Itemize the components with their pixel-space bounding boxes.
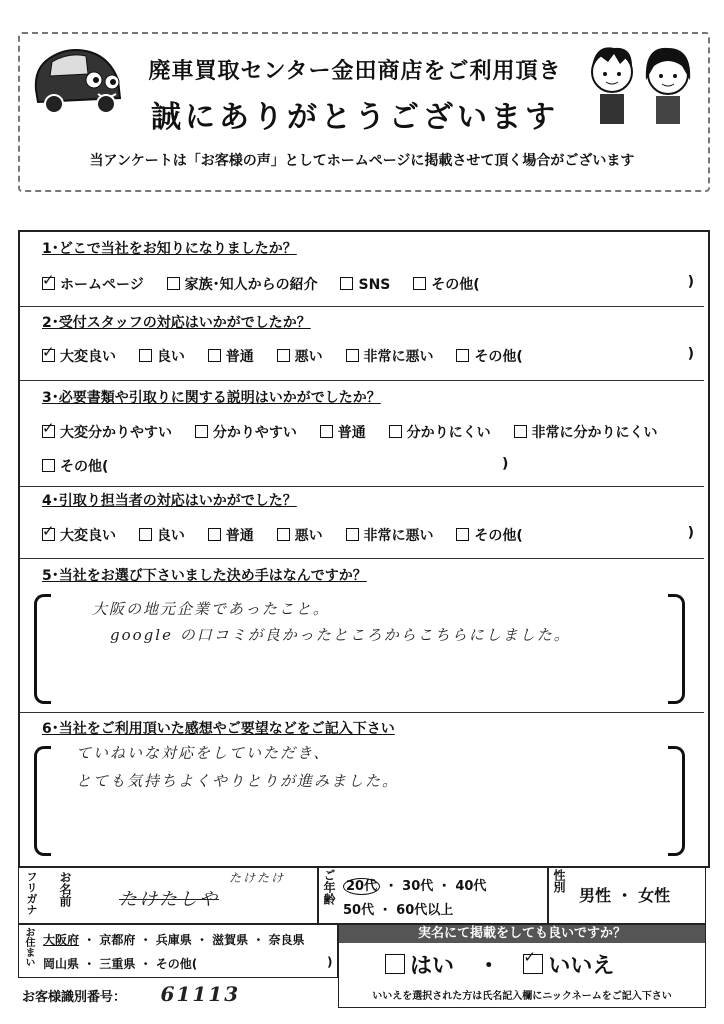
checkbox[interactable] — [208, 528, 221, 541]
q1-option-other[interactable]: その他( — [413, 274, 479, 294]
car-mascot-icon — [28, 40, 128, 115]
q1-option-homepage[interactable]: ✓ホームページ — [42, 274, 144, 294]
divider — [20, 712, 704, 713]
answer-bracket-left — [34, 594, 51, 704]
q2-option-very-good[interactable]: ✓大変良い — [42, 346, 116, 366]
checkbox[interactable] — [320, 425, 333, 438]
customer-id — [22, 982, 240, 1006]
customer-id-value[interactable]: 61113 — [160, 982, 241, 1006]
question-1-options — [42, 274, 712, 294]
checkbox[interactable] — [167, 277, 180, 290]
region-cell — [18, 924, 338, 978]
q5-answer-line2[interactable]: google の口コミが良かったところからこちらにしました。 — [110, 626, 571, 644]
region-kyoto[interactable]: 京都府 — [99, 933, 136, 947]
divider — [20, 380, 704, 381]
furigana-label: フリガナ — [25, 871, 38, 915]
children-illustration-icon — [582, 36, 700, 132]
q3-option-very-clear[interactable]: ✓大変分かりやすい — [42, 422, 172, 442]
checkbox[interactable] — [389, 425, 402, 438]
age-20s[interactable]: 20代 — [343, 878, 380, 895]
checkbox-checked[interactable] — [42, 528, 55, 541]
sex-options[interactable]: 男性 ・ 女性 — [579, 886, 671, 905]
answer-bracket-right — [668, 594, 685, 704]
region-nara[interactable]: 奈良県 — [268, 933, 305, 947]
q4-option-bad[interactable]: 悪い — [277, 525, 323, 545]
question-2: 2･受付スタッフの対応はいかがでしたか？ — [42, 315, 311, 331]
q2-option-good[interactable]: 良い — [139, 346, 185, 366]
publish-consent-cell — [338, 924, 706, 1008]
q4-option-other[interactable]: その他( — [456, 525, 522, 545]
age-50s[interactable]: 50代 — [343, 903, 375, 918]
checkbox[interactable] — [195, 425, 208, 438]
question-1: 1･どこで当社をお知りになりましたか？ — [42, 241, 297, 257]
answer-bracket-right — [668, 746, 685, 856]
region-close-paren: ) — [327, 955, 333, 969]
region-osaka[interactable]: 大阪府 — [43, 933, 80, 947]
question-4-options — [42, 525, 712, 545]
name-label: お名前 — [58, 871, 72, 907]
q4-option-normal[interactable]: 普通 — [208, 525, 254, 545]
q3-option-very-unclear[interactable]: 非常に分かりにくい — [514, 422, 658, 442]
checkbox-checked[interactable] — [42, 349, 55, 362]
q3-option-other[interactable]: その他( — [42, 456, 108, 476]
question-2-options — [42, 346, 712, 366]
checkbox[interactable] — [277, 349, 290, 362]
name-cell — [18, 866, 318, 924]
divider — [20, 558, 704, 559]
header-title-line1: 廃車買取センター金田商店をご利用頂き — [148, 59, 562, 84]
age-60s-plus[interactable]: 60代以上 — [396, 903, 454, 918]
checkbox[interactable] — [346, 349, 359, 362]
q6-answer-line1[interactable]: ていねいな対応をしていただき、 — [76, 744, 331, 762]
customer-id-label: お客様識別番号： — [22, 990, 127, 1005]
q5-answer-line1[interactable]: 大阪の地元企業であったこと。 — [92, 600, 330, 618]
region-okayama[interactable]: 岡山県 — [43, 957, 80, 971]
name-nickname[interactable]: たけたけ — [229, 871, 286, 885]
answer-bracket-left — [34, 746, 51, 856]
header-title-line2: 誠にありがとうございます — [151, 100, 559, 135]
age-40s[interactable]: 40代 — [455, 879, 487, 894]
checkbox-checked[interactable] — [523, 954, 543, 974]
publish-no-option[interactable]: ✓ いいえ — [523, 954, 614, 979]
question-5: 5･当社をお選び下さいました決め手はなんですか？ — [42, 568, 367, 584]
publish-choices — [385, 949, 614, 980]
checkbox-checked[interactable] — [42, 425, 55, 438]
q4-option-very-bad[interactable]: 非常に悪い — [346, 525, 434, 545]
checkbox[interactable] — [385, 954, 405, 974]
q3-option-unclear[interactable]: 分かりにくい — [389, 422, 491, 442]
q1-option-referral[interactable]: 家族･知人からの紹介 — [167, 274, 318, 294]
age-30s[interactable]: 30代 — [402, 879, 434, 894]
region-row2: 岡山県 ・ 三重県 ・ その他( ) — [43, 955, 333, 971]
question-3: 3･必要書類や引取りに関する説明はいかがでしたか？ — [42, 390, 381, 406]
checkbox[interactable] — [413, 277, 426, 290]
customer-info-table — [18, 866, 706, 1008]
divider — [20, 306, 704, 307]
checkbox[interactable] — [340, 277, 353, 290]
sex-label: 性別 — [552, 869, 566, 893]
q4-option-very-good[interactable]: ✓大変良い — [42, 525, 116, 545]
q6-answer-line2[interactable]: とても気持ちよくやりとりが進みました。 — [76, 772, 400, 790]
q2-option-very-bad[interactable]: 非常に悪い — [346, 346, 434, 366]
checkbox[interactable] — [456, 528, 469, 541]
region-row1: 大阪府 ・ 京都府 ・ 兵庫県 ・ 滋賀県 ・ 奈良県 — [43, 933, 305, 947]
age-row1: 20代 ・ 30代 ・ 40代 — [343, 875, 486, 894]
q4-option-good[interactable]: 良い — [139, 525, 185, 545]
checkbox[interactable] — [346, 528, 359, 541]
age-cell — [318, 866, 548, 924]
q2-option-bad[interactable]: 悪い — [277, 346, 323, 366]
checkbox-checked[interactable] — [42, 277, 55, 290]
checkbox[interactable] — [42, 459, 55, 472]
checkbox[interactable] — [277, 528, 290, 541]
choice-separator: ・ — [477, 954, 500, 979]
age-row2: 50代 ・ 60代以上 — [343, 903, 454, 918]
region-mie[interactable]: 三重県 — [99, 957, 136, 971]
q1-close-paren: ) — [687, 274, 694, 290]
checkbox[interactable] — [456, 349, 469, 362]
header-note: 当アンケートは「お客様の声」としてホームページに掲載させて頂く場合がございます — [89, 153, 635, 169]
divider — [20, 486, 704, 487]
region-shiga[interactable]: 滋賀県 — [212, 933, 249, 947]
region-hyogo[interactable]: 兵庫県 — [155, 933, 192, 947]
age-label: ご年齢 — [322, 869, 336, 905]
question-3-other-row — [42, 456, 712, 476]
q3-option-clear[interactable]: 分かりやすい — [195, 422, 297, 442]
q4-close-paren: ) — [687, 525, 694, 541]
checkbox[interactable] — [514, 425, 527, 438]
q3-option-normal[interactable]: 普通 — [320, 422, 366, 442]
question-6: 6･当社をご利用頂いた感想やご要望などをご記入下さい — [42, 721, 395, 737]
question-4: 4･引取り担当者の対応はいかがでした？ — [42, 493, 297, 509]
checkbox[interactable] — [139, 349, 152, 362]
name-struck[interactable]: たけたしや — [119, 889, 219, 910]
publish-note: いいえを選択された方は氏名記入欄にニックネームをご記入下さい — [372, 991, 672, 1002]
sex-cell — [548, 866, 706, 924]
q2-close-paren: ) — [687, 346, 694, 362]
q3-close-paren: ) — [502, 456, 509, 472]
survey-frame — [18, 230, 710, 868]
checkbox[interactable] — [208, 349, 221, 362]
checkbox[interactable] — [139, 528, 152, 541]
region-label: お住まい — [23, 927, 34, 967]
publish-question: 実名にて掲載をしても良いですか？ — [339, 925, 705, 943]
q2-option-other[interactable]: その他( — [456, 346, 522, 366]
region-other[interactable]: その他( — [155, 957, 198, 971]
publish-yes-option[interactable]: はい — [385, 954, 454, 979]
question-3-options — [42, 422, 712, 442]
q1-option-sns[interactable]: SNS — [340, 277, 390, 293]
q2-option-normal[interactable]: 普通 — [208, 346, 254, 366]
